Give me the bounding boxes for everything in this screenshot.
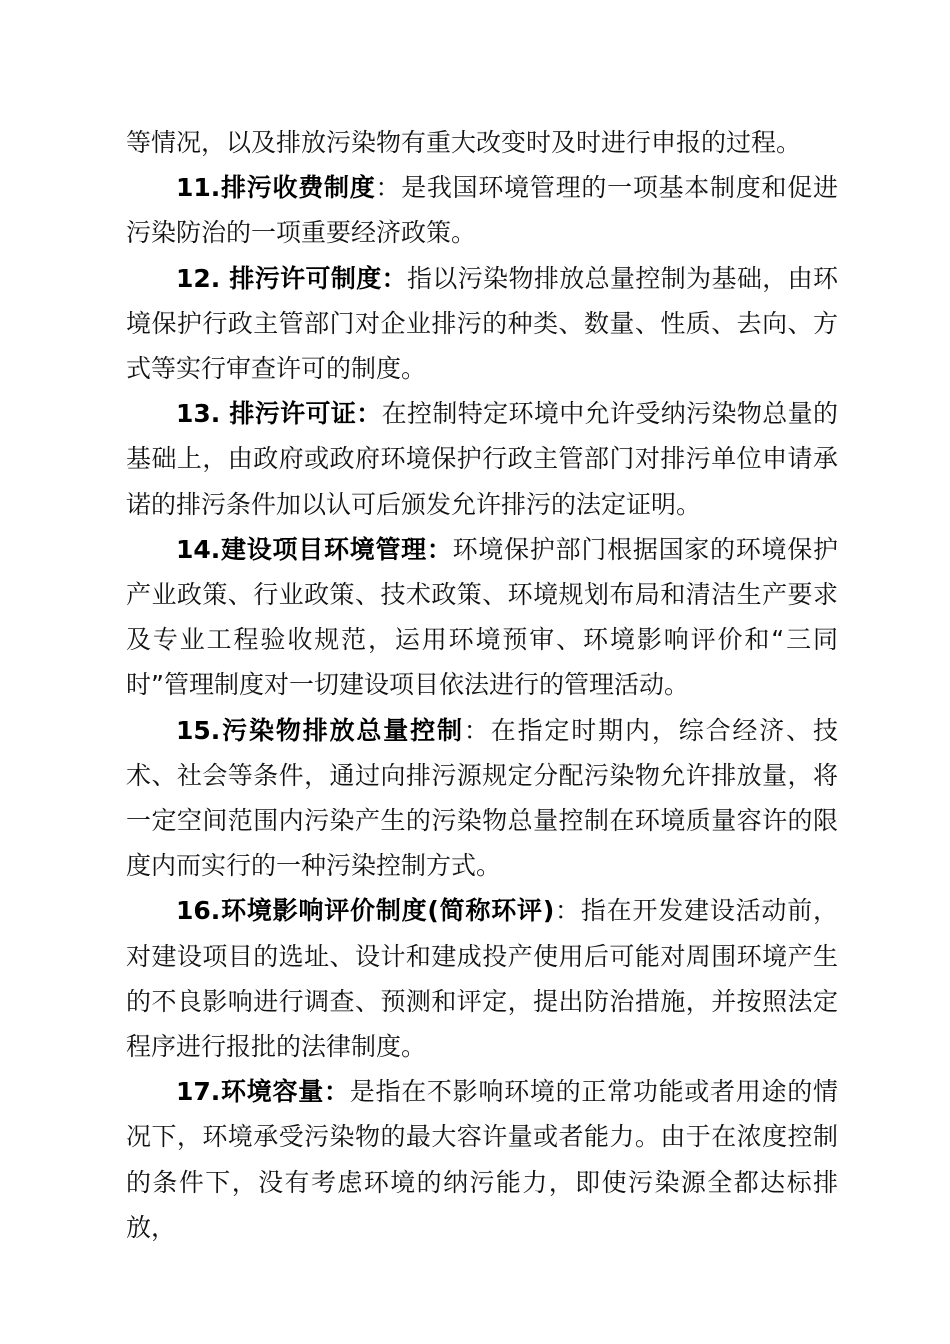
definition-term: 17.环境容量：	[176, 1077, 350, 1107]
definition-paragraph	[126, 527, 838, 708]
definition-text: 环境保护部门根据国家的环境保护产业政策、行业政策、技术政策、环境规划布局和清洁生产要求及专业工程验收规范，运用环境预审、环境影响评价和“三同时”管理制度对一切建设项目依法进行的管理活动。	[126, 534, 838, 700]
definition-term: 14.建设项目环境管理：	[176, 534, 453, 564]
definition-paragraph	[126, 708, 838, 889]
paragraph-continuation	[126, 120, 838, 165]
definition-term: 16.环境影响评价制度(简称环评)	[176, 896, 555, 926]
definition-text: ：指在开发建设活动前，对建设项目的选址、设计和建成投产使用后可能对周围环境产生的不良影响进行调查、预测和评定，提出防治措施，并按照法定程序进行报批的法律制度。	[126, 896, 838, 1062]
definition-term: 15.污染物排放总量控制	[176, 715, 464, 745]
definition-term: 11.排污收费制度	[176, 173, 376, 203]
definition-paragraph	[126, 1069, 838, 1250]
definition-paragraph	[126, 391, 838, 527]
definition-term: 13. 排污许可证：	[176, 399, 382, 429]
paragraph-text: 等情况，以及排放污染物有重大改变时及时进行申报的过程。	[126, 128, 802, 157]
definition-text: 指以污染物排放总量控制为基础，由环境保护行政主管部门对企业排污的种类、数量、性质、去向、方式等实行审查许可的制度。	[126, 263, 838, 384]
definition-text: 是指在不影响环境的正常功能或者用途的情况下，环境承受污染物的最大容许量或者能力。由于在浓度控制的条件下，没有考虑环境的纳污能力，即使污染源全都达标排放，	[126, 1077, 838, 1242]
definition-text: ：在指定时期内，综合经济、技术、社会等条件，通过向排污源规定分配污染物允许排放量，将一定空间范围内污染产生的污染物总量控制在环境质量容许的限度内而实行的一种污染控制方式。	[126, 715, 838, 881]
definition-paragraph	[126, 256, 838, 392]
definition-text: 在控制特定环境中允许受纳污染物总量的基础上，由政府或政府环境保护行政主管部门对排污单位申请承诺的排污条件加以认可后颁发允许排污的法定证明。	[126, 399, 838, 519]
definition-term: 12. 排污许可制度：	[176, 263, 407, 293]
definition-paragraph	[126, 888, 838, 1069]
definition-paragraph	[126, 165, 838, 255]
document-body	[126, 120, 838, 1250]
definition-text: ：是我国环境管理的一项基本制度和促进污染防治的一项重要经济政策。	[126, 173, 838, 248]
